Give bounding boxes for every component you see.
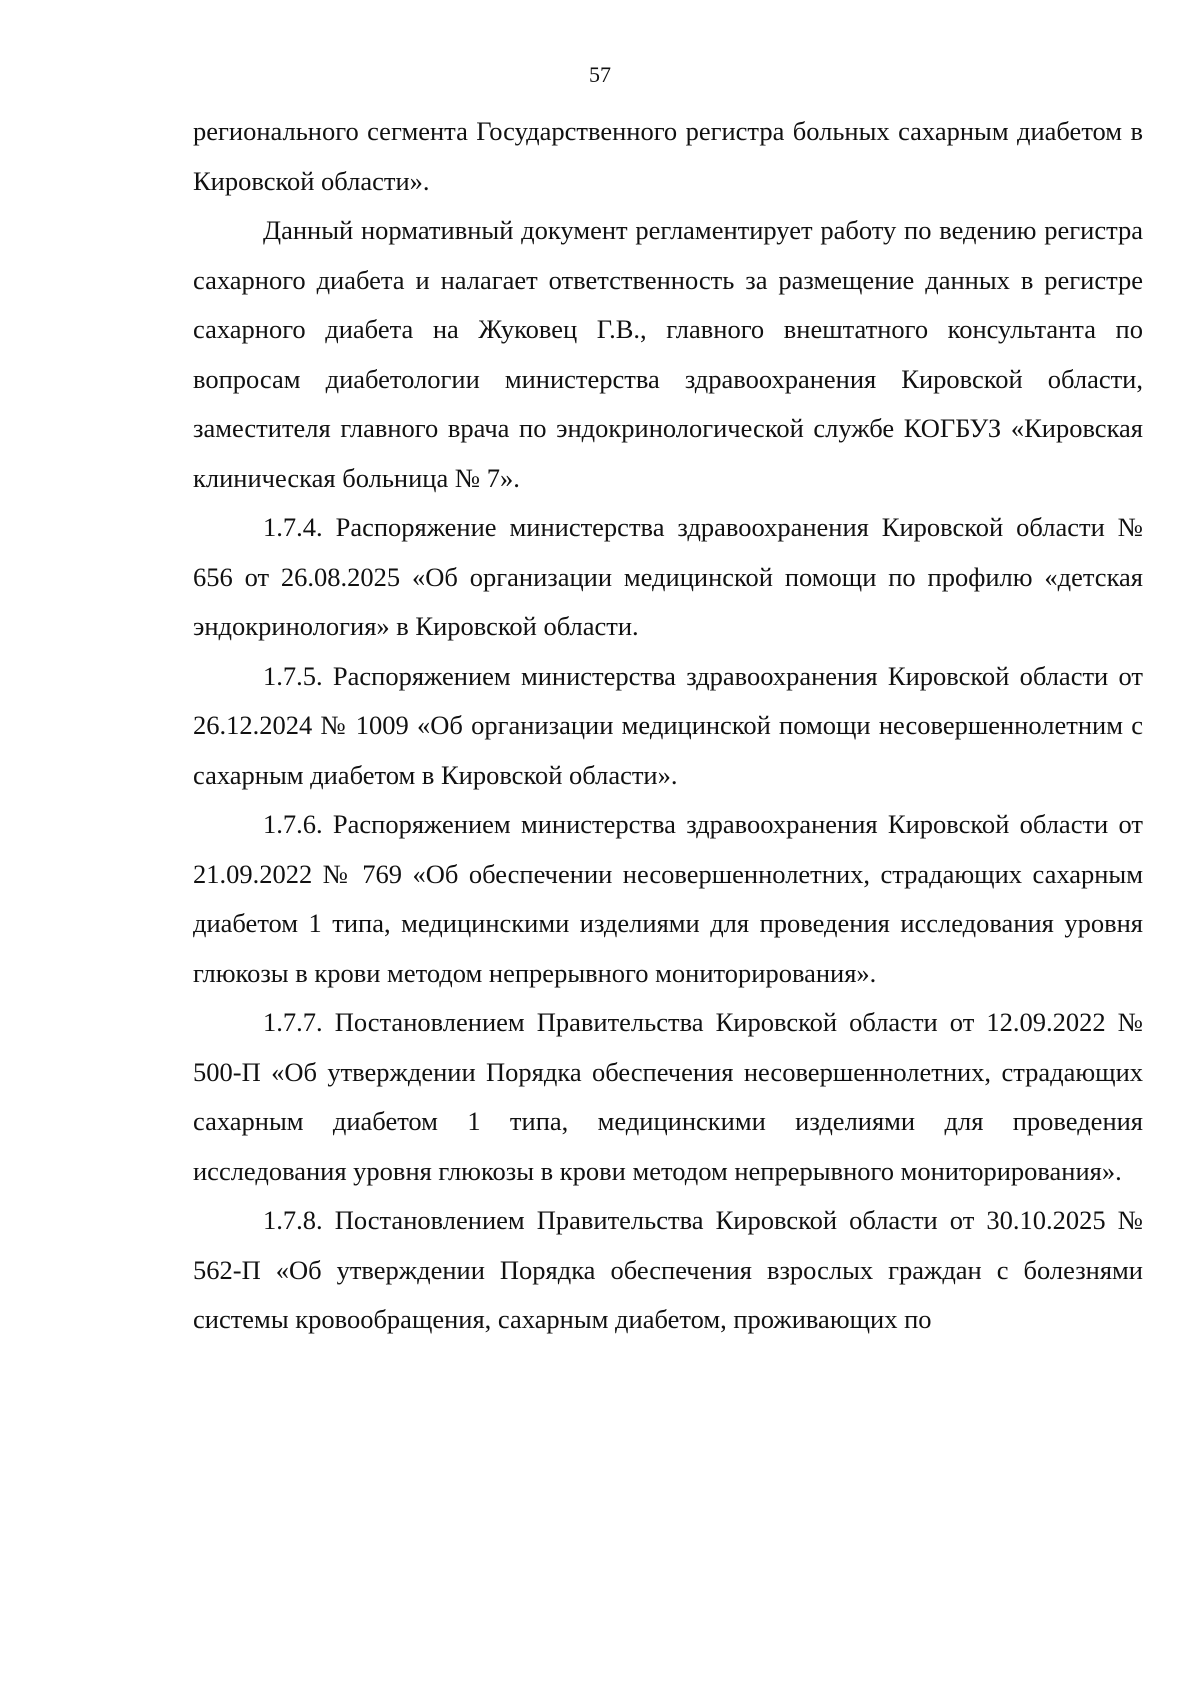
paragraph-continuation: регионального сегмента Государственного регистра больных сахарным диабетом в Кировской области».	[193, 116, 1143, 196]
paragraph-registry-regulation: Данный нормативный документ регламентирует работу по ведению регистра сахарного диабета и налагает ответственность за размещение данных в регистре сахарного диабета на Жуковец Г.В., главного внештатного консультанта по вопросам диабетологии министерства здравоохранения Кировской области, заместителя главного врача по эндокринологической службе КОГБУЗ «Кировская клиническая больница № 7».	[193, 215, 1143, 493]
paragraph-1-7-5: 1.7.5. Распоряжением министерства здравоохранения Кировской области от 26.12.2024 № 1009 «Об организации медицинской помощи несовершеннолетним с сахарным диабетом в Кировской области».	[193, 660, 1143, 790]
page-number: 57	[589, 62, 611, 87]
document-body	[193, 107, 1143, 1345]
paragraph-1-7-4: 1.7.4. Распоряжение министерства здравоохранения Кировской области № 656 от 26.08.2025 «Об организации медицинской помощи по профилю «детская эндокринология» в Кировской области.	[193, 512, 1143, 641]
paragraph-1-7-7: 1.7.7. Постановлением Правительства Кировской области от 12.09.2022 № 500-П «Об утверждении Порядка обеспечения несовершеннолетних, страдающих сахарным диабетом 1 типа, медицинскими изделиями для проведения исследования уровня глюкозы в крови методом непрерывного мониторирования».	[193, 1007, 1143, 1186]
paragraph-1-7-6: 1.7.6. Распоряжением министерства здравоохранения Кировской области от 21.09.2022 № 769 «Об обеспечении несовершеннолетних, страдающих сахарным диабетом 1 типа, медицинскими изделиями для проведения исследования уровня глюкозы в крови методом непрерывного мониторирования».	[193, 809, 1143, 988]
paragraph-1-7-8: 1.7.8. Постановлением Правительства Кировской области от 30.10.2025 № 562-П «Об утверждении Порядка обеспечения взрослых граждан с болезнями системы кровообращения, сахарным диабетом, проживающих по	[193, 1205, 1143, 1334]
